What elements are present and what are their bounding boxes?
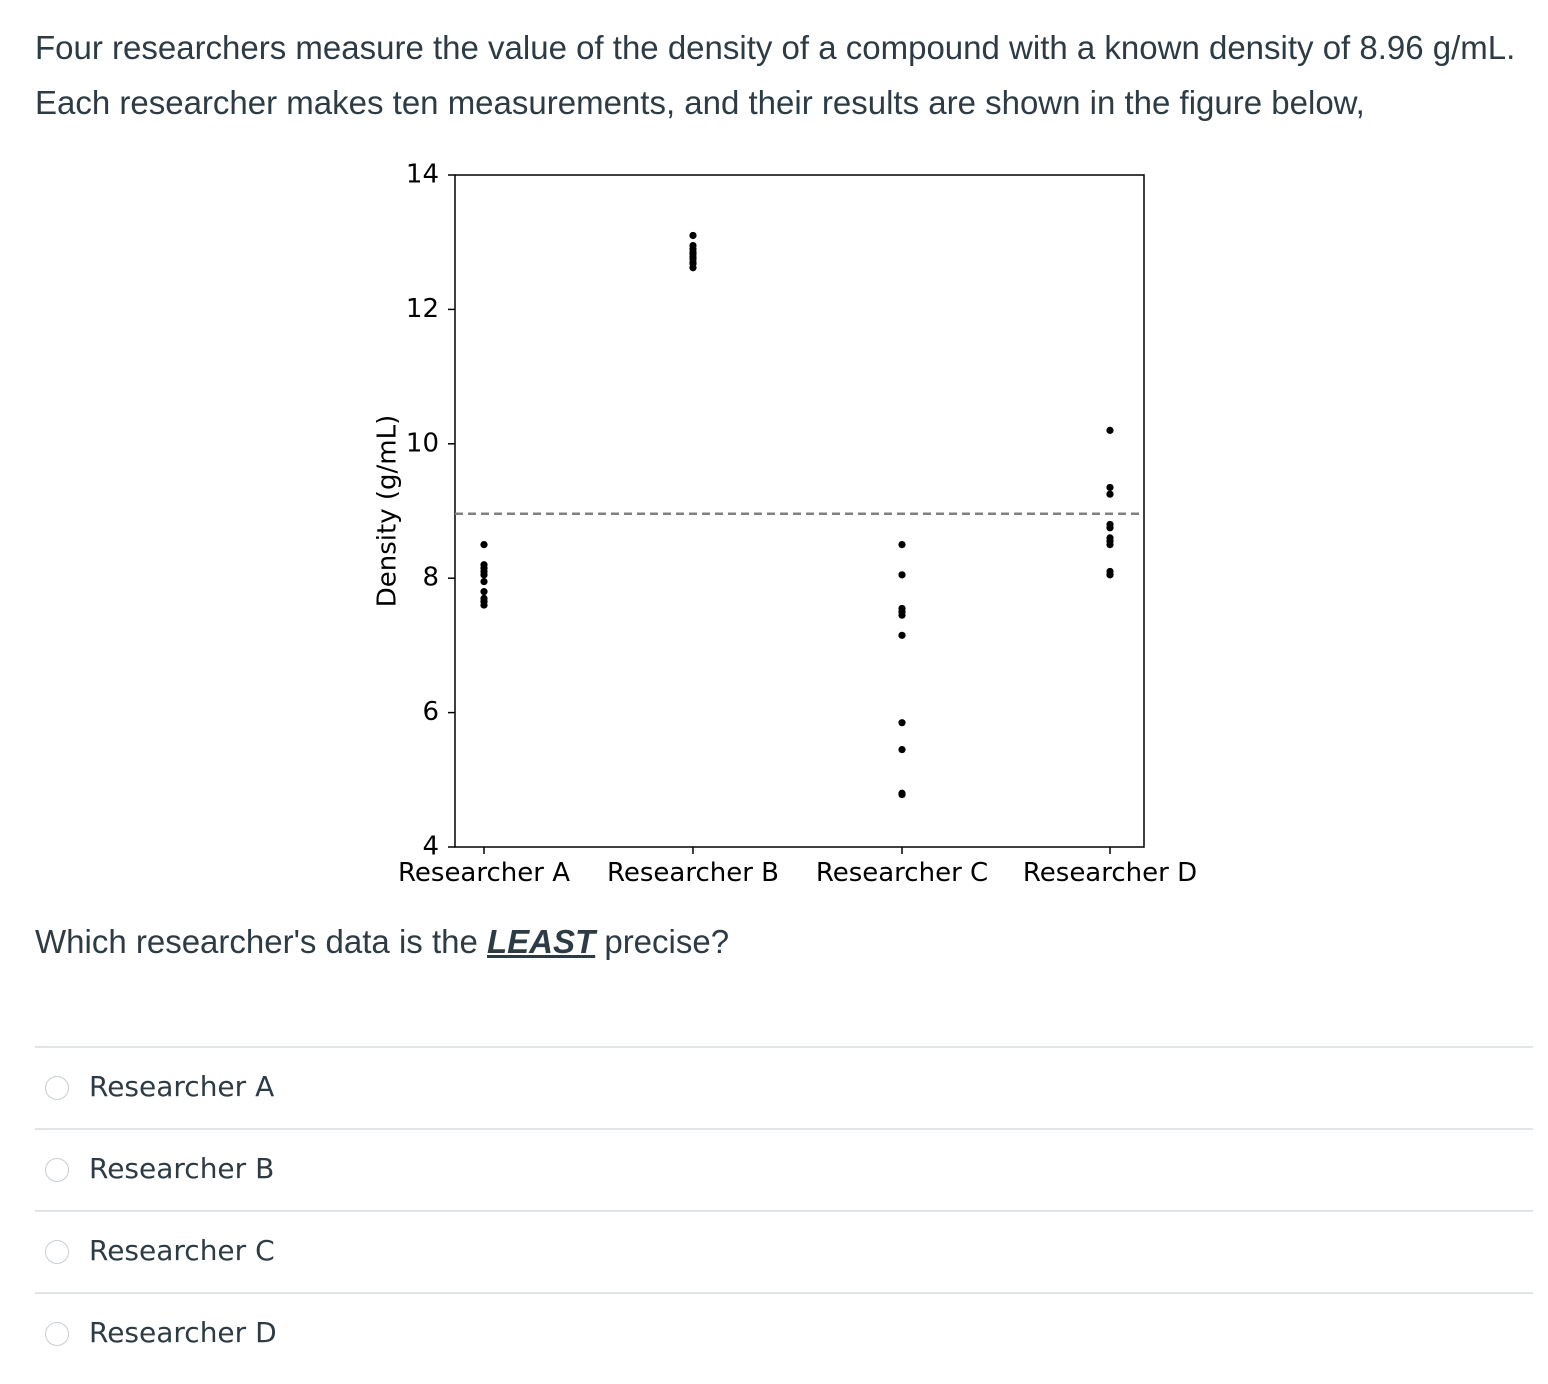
x-tick-label: Researcher B xyxy=(606,858,780,888)
prompt-text-after: precise? xyxy=(595,923,730,960)
data-point xyxy=(480,588,487,595)
data-point xyxy=(480,541,487,548)
radio-button-icon[interactable] xyxy=(45,1076,69,1100)
data-point xyxy=(1106,427,1113,434)
answer-option-c[interactable] xyxy=(35,1210,1533,1292)
data-point xyxy=(898,612,905,619)
answer-label: Researcher D xyxy=(89,1316,277,1349)
data-point xyxy=(1106,524,1113,531)
x-tick-label: Researcher A xyxy=(398,858,570,888)
data-point xyxy=(898,791,905,798)
data-point xyxy=(1106,491,1113,498)
radio-button-icon[interactable] xyxy=(45,1322,69,1346)
y-tick-label: 8 xyxy=(422,562,439,593)
answer-list xyxy=(35,1046,1533,1374)
y-tick-label: 6 xyxy=(422,697,439,728)
y-tick-label: 14 xyxy=(405,159,439,190)
y-tick-label: 12 xyxy=(405,293,439,324)
data-point xyxy=(480,578,487,585)
x-tick-label: Researcher D xyxy=(1022,858,1198,888)
radio-button-icon[interactable] xyxy=(45,1240,69,1264)
x-tick-label: Researcher C xyxy=(815,858,989,888)
question-prompt xyxy=(35,918,729,966)
prompt-emphasis: LEAST xyxy=(487,923,596,960)
answer-option-b[interactable] xyxy=(35,1128,1533,1210)
answer-label: Researcher B xyxy=(89,1152,275,1185)
question-text: Four researchers measure the value of the density of a compound with a known density of 8.96 g/mL. Each researcher makes ten measurements, and their results are shown in the figure below, xyxy=(35,29,1516,121)
data-point xyxy=(689,232,696,239)
y-axis-label: Density (g/mL) xyxy=(372,414,403,608)
data-point xyxy=(898,746,905,753)
data-point xyxy=(898,719,905,726)
y-tick-label: 10 xyxy=(405,428,439,459)
prompt-text-before: Which researcher's data is the xyxy=(35,923,487,960)
data-point xyxy=(480,601,487,608)
answer-label: Researcher C xyxy=(89,1234,275,1267)
data-point xyxy=(480,571,487,578)
radio-button-icon[interactable] xyxy=(45,1158,69,1182)
answer-label: Researcher A xyxy=(89,1070,275,1103)
data-point xyxy=(1106,484,1113,491)
data-point xyxy=(1106,541,1113,548)
answer-option-a[interactable] xyxy=(35,1046,1533,1128)
data-point xyxy=(898,571,905,578)
plot-frame xyxy=(455,175,1144,847)
answer-option-d[interactable] xyxy=(35,1292,1533,1374)
data-point xyxy=(898,632,905,639)
y-tick-label: 4 xyxy=(422,831,439,862)
data-point xyxy=(898,541,905,548)
data-point xyxy=(1106,571,1113,578)
data-point xyxy=(689,264,696,271)
